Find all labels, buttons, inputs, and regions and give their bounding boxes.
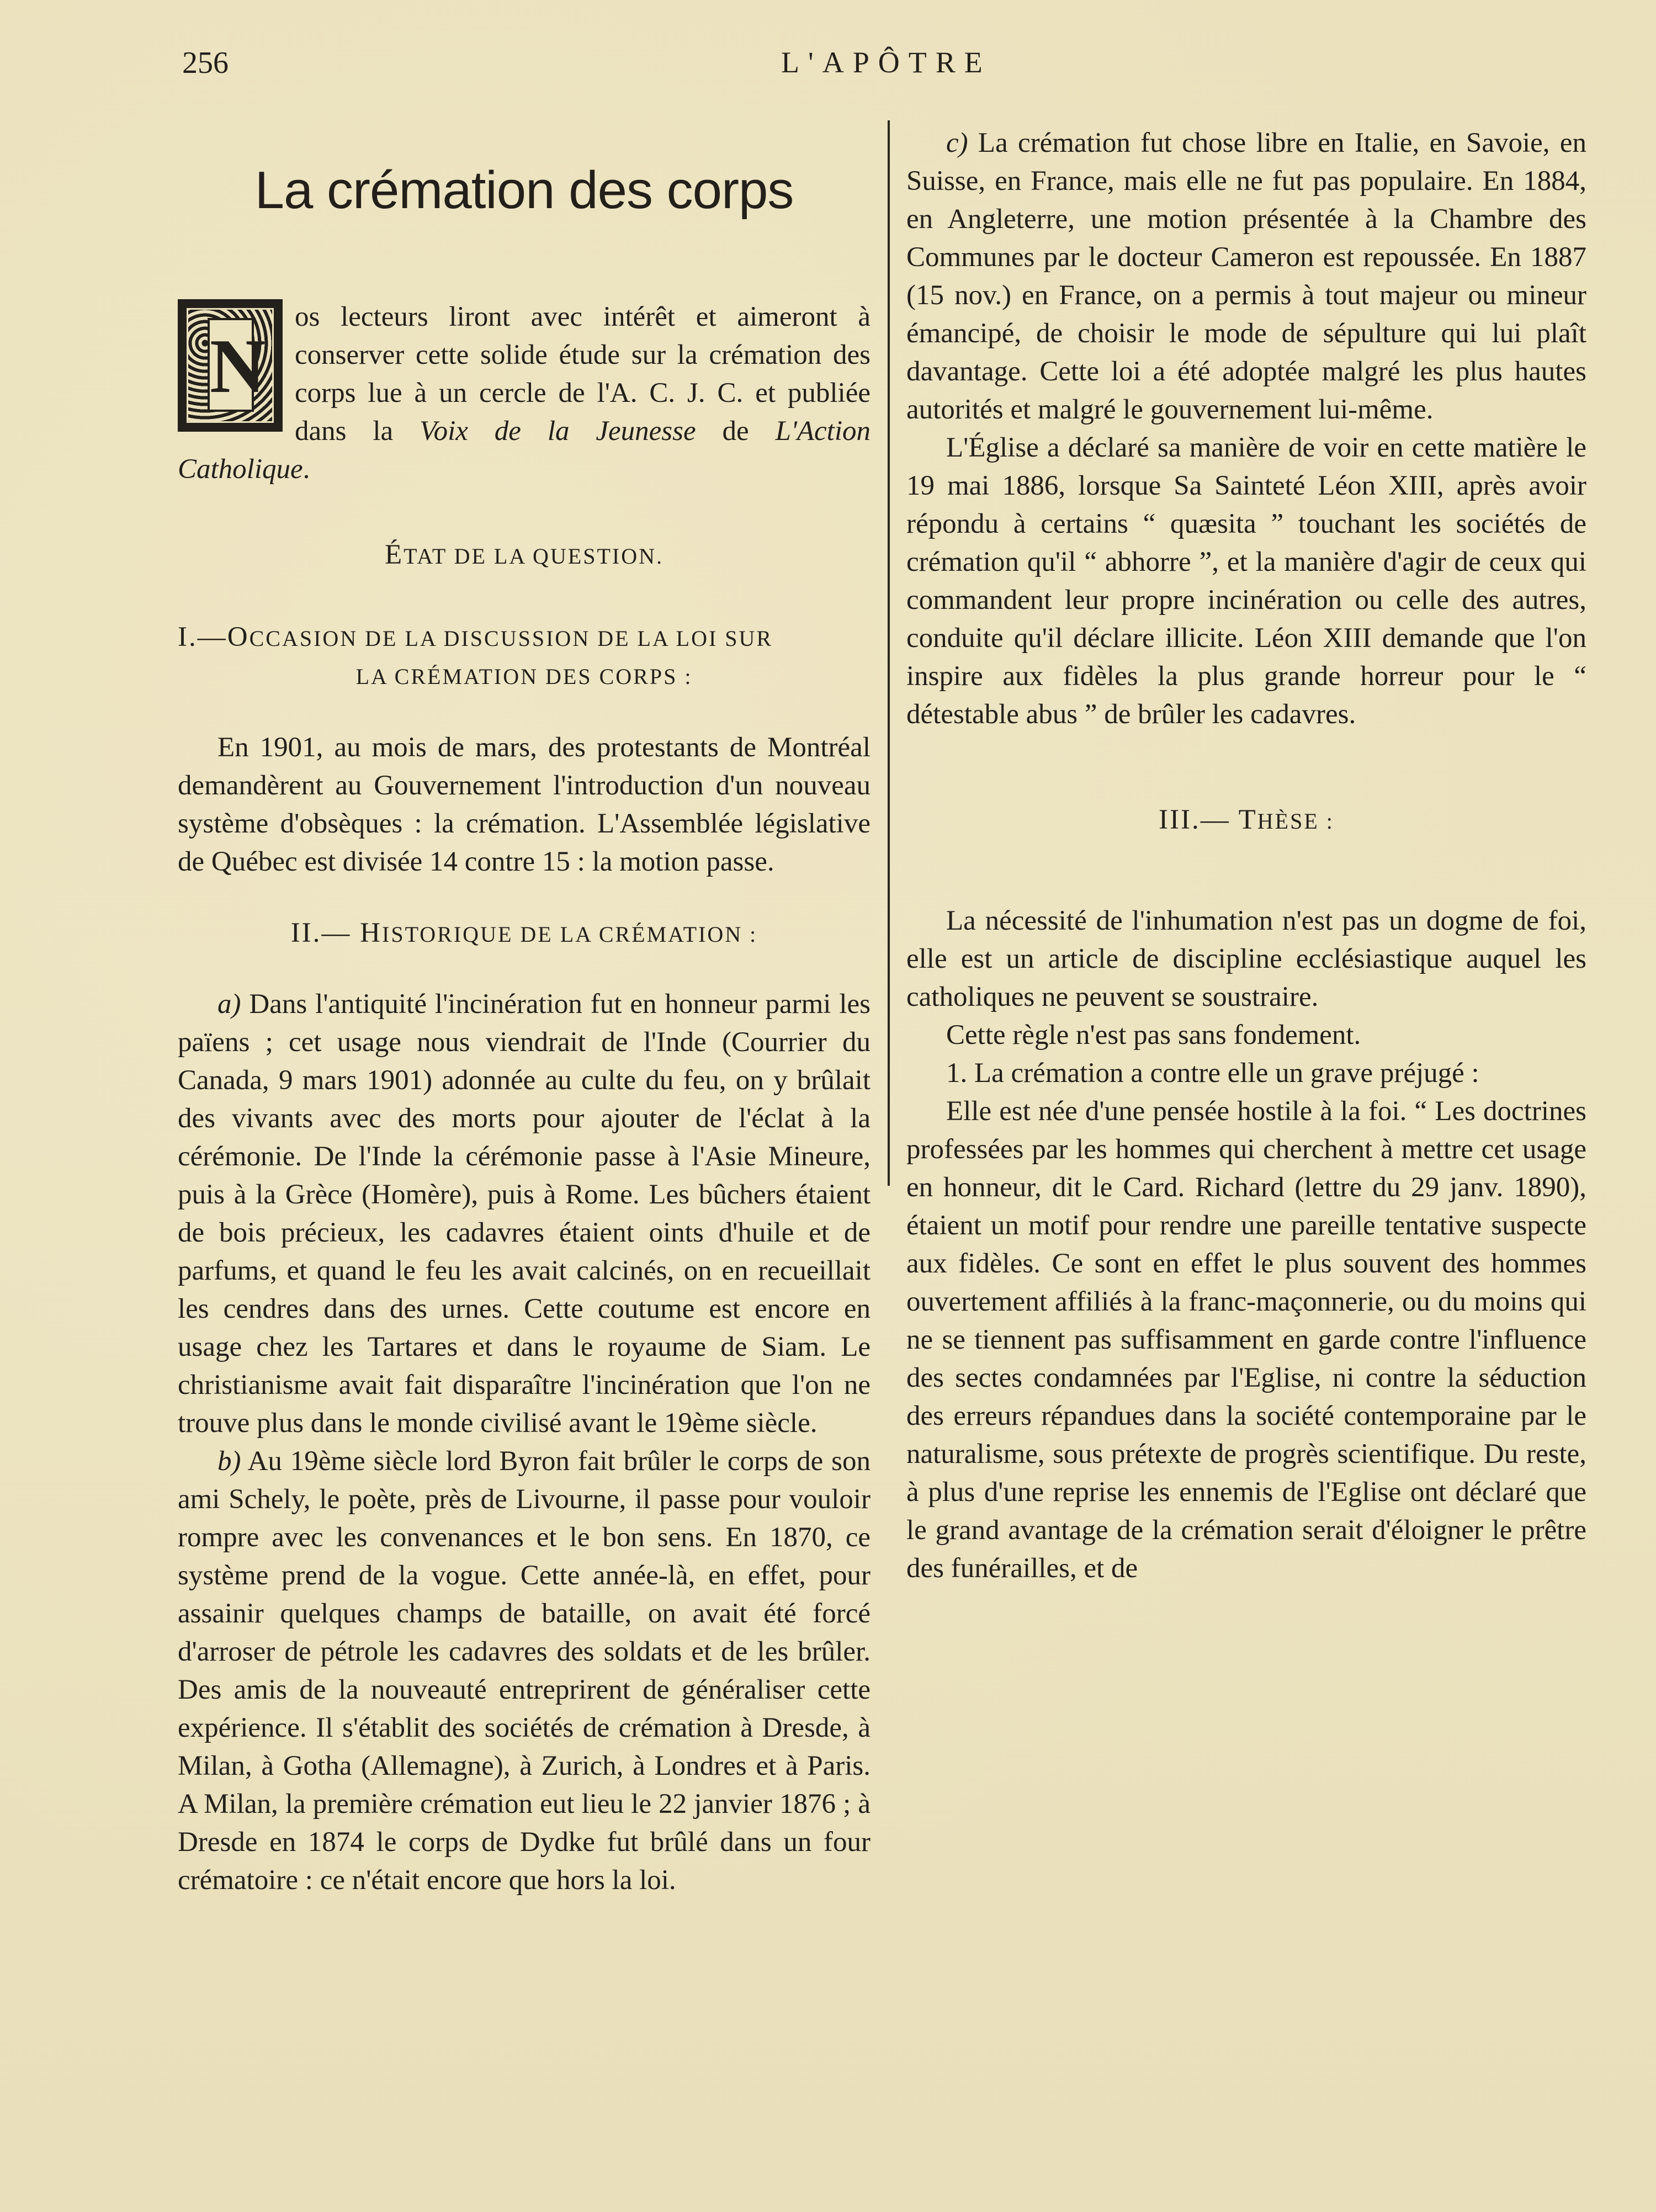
drop-cap-ornament: [178, 299, 283, 432]
intro-italic-voix: Voix de la Jeunesse: [420, 416, 696, 447]
paragraph-eglise: L'Église a déclaré sa manière de voir en cette matière le 19 mai 1886, lorsque Sa Sainteté Léon XIII, après avoir répondu à certains “ quæsita ” touchant les sociétés de crémation qu'il “ abhorre ”, et la manière d'agir de ceux qui commandent leur propre incinération ou celle des autres, conduite qu'il déclare illicite. Léon XIII demande que l'on inspire aux fidèles la plus grande horreur pour le “ détestable abus ” de brûler les cadavres.: [906, 432, 1586, 730]
paragraph-regle: Cette règle n'est pas sans fondement.: [946, 1020, 1361, 1051]
paragraph-c: [906, 124, 1586, 429]
heading-occasion-initial: I.—O: [178, 622, 250, 653]
heading-occasion: [178, 618, 871, 696]
paragraph-b: [178, 1442, 871, 1900]
heading-occasion-rest: CCASION DE LA DISCUSSION DE LA LOI SUR: [249, 626, 773, 651]
drop-cap-letter: N: [208, 318, 254, 412]
column-divider: [888, 120, 890, 1186]
heading-etat-initial: É: [385, 539, 404, 570]
paragraph-necessite: La nécessité de l'inhumation n'est pas un dogme de foi, elle est un article de discipline ecclésiastique auquel les catholiques ne peuvent se soustraire.: [906, 905, 1586, 1012]
page-number: 256: [182, 46, 229, 80]
intro-italic-action: L'Action Catholique: [178, 416, 871, 485]
heading-historique: [178, 914, 871, 953]
paragraph-point-1: 1. La crémation a contre elle un grave préjugé :: [946, 1058, 1479, 1089]
paragraph-1901: En 1901, au mois de mars, des protestants de Montréal demandèrent au Gouvernement l'introduction d'un nouveau système d'obsèques : la crémation. L'Assemblée législative de Québec est divisée 14 contre 15 : la motion passe.: [178, 732, 871, 877]
article-title: La crémation des corps: [254, 161, 794, 220]
heading-occasion-line2: LA CRÉMATION DES CORPS :: [355, 664, 693, 689]
heading-etat-rest: TAT DE LA QUESTION.: [404, 544, 664, 569]
heading-etat-question: [178, 536, 871, 575]
paragraph-b-label: b): [217, 1446, 241, 1477]
paragraph-a: [178, 985, 871, 1442]
paragraph-a-label: a): [217, 989, 241, 1020]
journal-title: L'APÔTRE: [781, 46, 991, 79]
heading-these-rest: HÈSE :: [1257, 809, 1334, 834]
heading-these: [906, 801, 1586, 840]
intro-text-part1: os lecteurs liront avec intérêt et aimeront à conserver cette solide étude sur la crémation des corps lue à un cercle de l'A. C. J. C. et publiée dans la: [295, 301, 871, 447]
paragraph-a-text: Dans l'antiquité l'incinération fut en honneur parmi les païens ; cet usage nous viendrait de l'Inde (Courrier du Canada, 9 mars 1901) adonnée au culte du feu, on y brûlait des vivants avec des morts pour ajouter de l'éclat à la cérémonie. De l'Inde la cérémonie passe à l'Asie Mineure, puis à la Grèce (Homère), puis à Rome. Les bûchers étaient de bois précieux, les cadavres étaient oints d'huile et de parfums, et quand le feu les avait calcinés, on en recueillait les cendres dans des urnes. Cette coutume est encore en usage chez les Tartares et dans le royaume de Siam. Le christianisme avait fait disparaître l'incinération que l'on ne trouve plus dans le monde civilisé avant le 19ème siècle.: [178, 989, 871, 1439]
paragraph-b-text: Au 19ème siècle lord Byron fait brûler le corps de son ami Schely, le poète, près de Livourne, il passe pour vouloir rompre avec les convenances et le bon sens. En 1870, ce système prend de la vogue. Cette année-là, en effet, pour assainir quelques champs de bataille, on avait été forcé d'arroser de pétrole les cadavres des soldats et de les brûler. Des amis de la nouveauté entreprirent de généraliser cette expérience. Il s'établit des sociétés de crémation à Dresde, à Milan, à Gotha (Allemagne), à Zurich, à Londres et à Paris. A Milan, la première crémation eut lieu le 22 janvier 1876 ; à Dresde en 1874 le corps de Dydke fut brûlé dans un four crématoire : ce n'était encore que hors la loi.: [178, 1446, 871, 1896]
intro-text-part3: .: [302, 454, 310, 485]
running-head: [182, 45, 1027, 89]
paragraph-c-text: La crémation fut chose libre en Italie, en Savoie, en Suisse, en France, mais elle ne fut pas populaire. En 1884, en Angleterre, une motion présentée à la Chambre des Communes par le docteur Cameron est repoussée. En 1887 (15 nov.) en France, on a permis à tout majeur ou mineur émancipé, de choisir le mode de sépulture qui lui plaît davantage. Cette loi a été adoptée malgré les plus hautes autorités et malgré le gouvernement lui-même.: [906, 128, 1586, 425]
intro-text-part2: de: [696, 416, 776, 447]
heading-historique-initial: II.— H: [290, 917, 383, 948]
heading-historique-rest: ISTORIQUE DE LA CRÉMATION :: [382, 922, 758, 947]
left-column: [178, 128, 871, 1900]
paragraph-elle: Elle est née d'une pensée hostile à la foi. “ Les doctrines professées par les hommes qui cherchent à mettre cet usage en honneur, dit le Card. Richard (lettre du 29 janv. 1890), étaient un motif pour rendre une pareille tentative suspecte aux fidèles. Ce sont en effet le plus souvent des hommes ouvertement affiliés à la franc-maçonnerie, ou du moins qui ne se tiennent pas suffisamment en garde contre l'influence des sectes condamnées par l'Eglise, ni contre la séduction des erreurs répandues dans la société contemporaine par le naturalisme, sous prétexte de progrès scientifique. Du reste, à plus d'une reprise les ennemis de l'Eglise ont déclaré que le grand avantage de la crémation serait d'éloigner le prêtre des funérailles, et de: [906, 1096, 1586, 1584]
paragraph-c-label: c): [946, 128, 968, 158]
heading-these-initial: III.— T: [1159, 804, 1257, 835]
intro-paragraph: [178, 298, 871, 489]
right-column: [906, 124, 1586, 1588]
